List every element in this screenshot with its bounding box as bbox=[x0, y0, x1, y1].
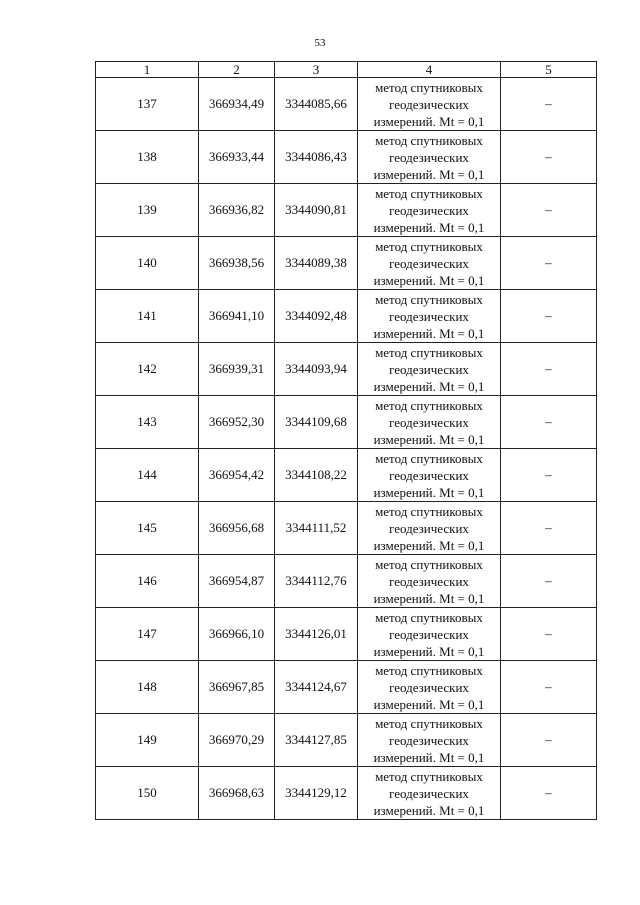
method-line: метод спутниковых bbox=[375, 556, 483, 572]
method-cell bbox=[358, 78, 501, 131]
point-number-cell: 146 bbox=[96, 555, 199, 608]
method-line: метод спутниковых bbox=[375, 715, 483, 731]
table-body bbox=[96, 78, 597, 820]
coordinate-x-cell: 366967,85 bbox=[199, 661, 275, 714]
table-row bbox=[96, 608, 597, 661]
point-number-cell: 139 bbox=[96, 184, 199, 237]
coordinate-x-cell: 366938,56 bbox=[199, 237, 275, 290]
table-row bbox=[96, 661, 597, 714]
coordinate-y-cell: 3344090,81 bbox=[275, 184, 358, 237]
table-row bbox=[96, 343, 597, 396]
method-line: геодезических bbox=[389, 785, 469, 801]
table-row bbox=[96, 237, 597, 290]
method-line: геодезических bbox=[389, 626, 469, 642]
method-line: измерений. Mt = 0,1 bbox=[373, 378, 485, 394]
point-number-cell: 142 bbox=[96, 343, 199, 396]
column5-cell: – bbox=[501, 449, 597, 502]
method-line: метод спутниковых bbox=[375, 662, 483, 678]
coordinate-x-cell: 366954,42 bbox=[199, 449, 275, 502]
method-line: геодезических bbox=[389, 679, 469, 695]
point-number-cell: 145 bbox=[96, 502, 199, 555]
point-number-cell: 148 bbox=[96, 661, 199, 714]
coordinate-y-cell: 3344108,22 bbox=[275, 449, 358, 502]
method-line: геодезических bbox=[389, 573, 469, 589]
method-line: геодезических bbox=[389, 732, 469, 748]
coordinate-x-cell: 366933,44 bbox=[199, 131, 275, 184]
coordinate-x-cell: 366966,10 bbox=[199, 608, 275, 661]
table-row bbox=[96, 184, 597, 237]
method-line: геодезических bbox=[389, 467, 469, 483]
column5-cell: – bbox=[501, 343, 597, 396]
method-line: геодезических bbox=[389, 520, 469, 536]
table-row bbox=[96, 290, 597, 343]
method-line: метод спутниковых bbox=[375, 609, 483, 625]
coordinate-x-cell: 366968,63 bbox=[199, 767, 275, 820]
point-number-cell: 144 bbox=[96, 449, 199, 502]
column5-cell: – bbox=[501, 184, 597, 237]
column5-cell: – bbox=[501, 290, 597, 343]
method-line: измерений. Mt = 0,1 bbox=[373, 749, 485, 765]
method-cell bbox=[358, 290, 501, 343]
coordinate-y-cell: 3344124,67 bbox=[275, 661, 358, 714]
coordinate-y-cell: 3344086,43 bbox=[275, 131, 358, 184]
method-line: метод спутниковых bbox=[375, 238, 483, 254]
method-cell bbox=[358, 767, 501, 820]
method-cell bbox=[358, 131, 501, 184]
table-row bbox=[96, 555, 597, 608]
coordinate-y-cell: 3344093,94 bbox=[275, 343, 358, 396]
method-cell bbox=[358, 184, 501, 237]
method-line: метод спутниковых bbox=[375, 503, 483, 519]
coordinate-y-cell: 3344127,85 bbox=[275, 714, 358, 767]
method-line: метод спутниковых bbox=[375, 768, 483, 784]
column-header-5: 5 bbox=[501, 62, 597, 78]
method-line: геодезических bbox=[389, 149, 469, 165]
table-row bbox=[96, 714, 597, 767]
point-number-cell: 140 bbox=[96, 237, 199, 290]
coordinate-y-cell: 3344085,66 bbox=[275, 78, 358, 131]
method-line: метод спутниковых bbox=[375, 291, 483, 307]
method-cell bbox=[358, 555, 501, 608]
method-cell bbox=[358, 396, 501, 449]
method-cell bbox=[358, 449, 501, 502]
method-line: геодезических bbox=[389, 361, 469, 377]
method-line: измерений. Mt = 0,1 bbox=[373, 166, 485, 182]
column5-cell: – bbox=[501, 608, 597, 661]
method-line: измерений. Mt = 0,1 bbox=[373, 431, 485, 447]
coordinate-y-cell: 3344129,12 bbox=[275, 767, 358, 820]
coordinate-x-cell: 366970,29 bbox=[199, 714, 275, 767]
method-line: измерений. Mt = 0,1 bbox=[373, 113, 485, 129]
method-line: геодезических bbox=[389, 96, 469, 112]
column-header-4: 4 bbox=[358, 62, 501, 78]
table-header-row bbox=[96, 62, 597, 78]
table-row bbox=[96, 396, 597, 449]
coordinate-x-cell: 366956,68 bbox=[199, 502, 275, 555]
coordinate-x-cell: 366941,10 bbox=[199, 290, 275, 343]
method-cell bbox=[358, 237, 501, 290]
method-line: измерений. Mt = 0,1 bbox=[373, 219, 485, 235]
method-line: измерений. Mt = 0,1 bbox=[373, 696, 485, 712]
method-line: геодезических bbox=[389, 202, 469, 218]
method-line: метод спутниковых bbox=[375, 185, 483, 201]
point-number-cell: 147 bbox=[96, 608, 199, 661]
column5-cell: – bbox=[501, 78, 597, 131]
method-line: измерений. Mt = 0,1 bbox=[373, 537, 485, 553]
method-line: геодезических bbox=[389, 414, 469, 430]
coordinate-x-cell: 366934,49 bbox=[199, 78, 275, 131]
point-number-cell: 150 bbox=[96, 767, 199, 820]
column5-cell: – bbox=[501, 767, 597, 820]
method-cell bbox=[358, 714, 501, 767]
coordinate-x-cell: 366936,82 bbox=[199, 184, 275, 237]
point-number-cell: 149 bbox=[96, 714, 199, 767]
table-row bbox=[96, 78, 597, 131]
coordinate-x-cell: 366954,87 bbox=[199, 555, 275, 608]
point-number-cell: 143 bbox=[96, 396, 199, 449]
column5-cell: – bbox=[501, 502, 597, 555]
method-cell bbox=[358, 661, 501, 714]
table-row bbox=[96, 502, 597, 555]
table-row bbox=[96, 767, 597, 820]
method-line: метод спутниковых bbox=[375, 132, 483, 148]
method-cell bbox=[358, 343, 501, 396]
coordinate-y-cell: 3344111,52 bbox=[275, 502, 358, 555]
coordinate-y-cell: 3344089,38 bbox=[275, 237, 358, 290]
coordinate-x-cell: 366939,31 bbox=[199, 343, 275, 396]
method-line: геодезических bbox=[389, 255, 469, 271]
column-header-3: 3 bbox=[275, 62, 358, 78]
method-line: измерений. Mt = 0,1 bbox=[373, 272, 485, 288]
coordinate-y-cell: 3344109,68 bbox=[275, 396, 358, 449]
method-line: геодезических bbox=[389, 308, 469, 324]
method-cell bbox=[358, 502, 501, 555]
method-line: метод спутниковых bbox=[375, 344, 483, 360]
table-row bbox=[96, 131, 597, 184]
method-line: метод спутниковых bbox=[375, 397, 483, 413]
method-cell bbox=[358, 608, 501, 661]
point-number-cell: 137 bbox=[96, 78, 199, 131]
column5-cell: – bbox=[501, 555, 597, 608]
column-header-2: 2 bbox=[199, 62, 275, 78]
coordinate-x-cell: 366952,30 bbox=[199, 396, 275, 449]
method-line: измерений. Mt = 0,1 bbox=[373, 590, 485, 606]
method-line: измерений. Mt = 0,1 bbox=[373, 484, 485, 500]
method-line: измерений. Mt = 0,1 bbox=[373, 325, 485, 341]
column5-cell: – bbox=[501, 396, 597, 449]
method-line: метод спутниковых bbox=[375, 79, 483, 95]
method-line: измерений. Mt = 0,1 bbox=[373, 643, 485, 659]
point-number-cell: 138 bbox=[96, 131, 199, 184]
coordinate-y-cell: 3344112,76 bbox=[275, 555, 358, 608]
page-number: 53 bbox=[314, 37, 326, 49]
column5-cell: – bbox=[501, 661, 597, 714]
table-row bbox=[96, 449, 597, 502]
column5-cell: – bbox=[501, 237, 597, 290]
method-line: метод спутниковых bbox=[375, 450, 483, 466]
column5-cell: – bbox=[501, 131, 597, 184]
column-header-1: 1 bbox=[96, 62, 199, 78]
column5-cell: – bbox=[501, 714, 597, 767]
coordinate-y-cell: 3344126,01 bbox=[275, 608, 358, 661]
coordinates-table bbox=[95, 61, 597, 820]
method-line: измерений. Mt = 0,1 bbox=[373, 802, 485, 818]
point-number-cell: 141 bbox=[96, 290, 199, 343]
coordinate-y-cell: 3344092,48 bbox=[275, 290, 358, 343]
